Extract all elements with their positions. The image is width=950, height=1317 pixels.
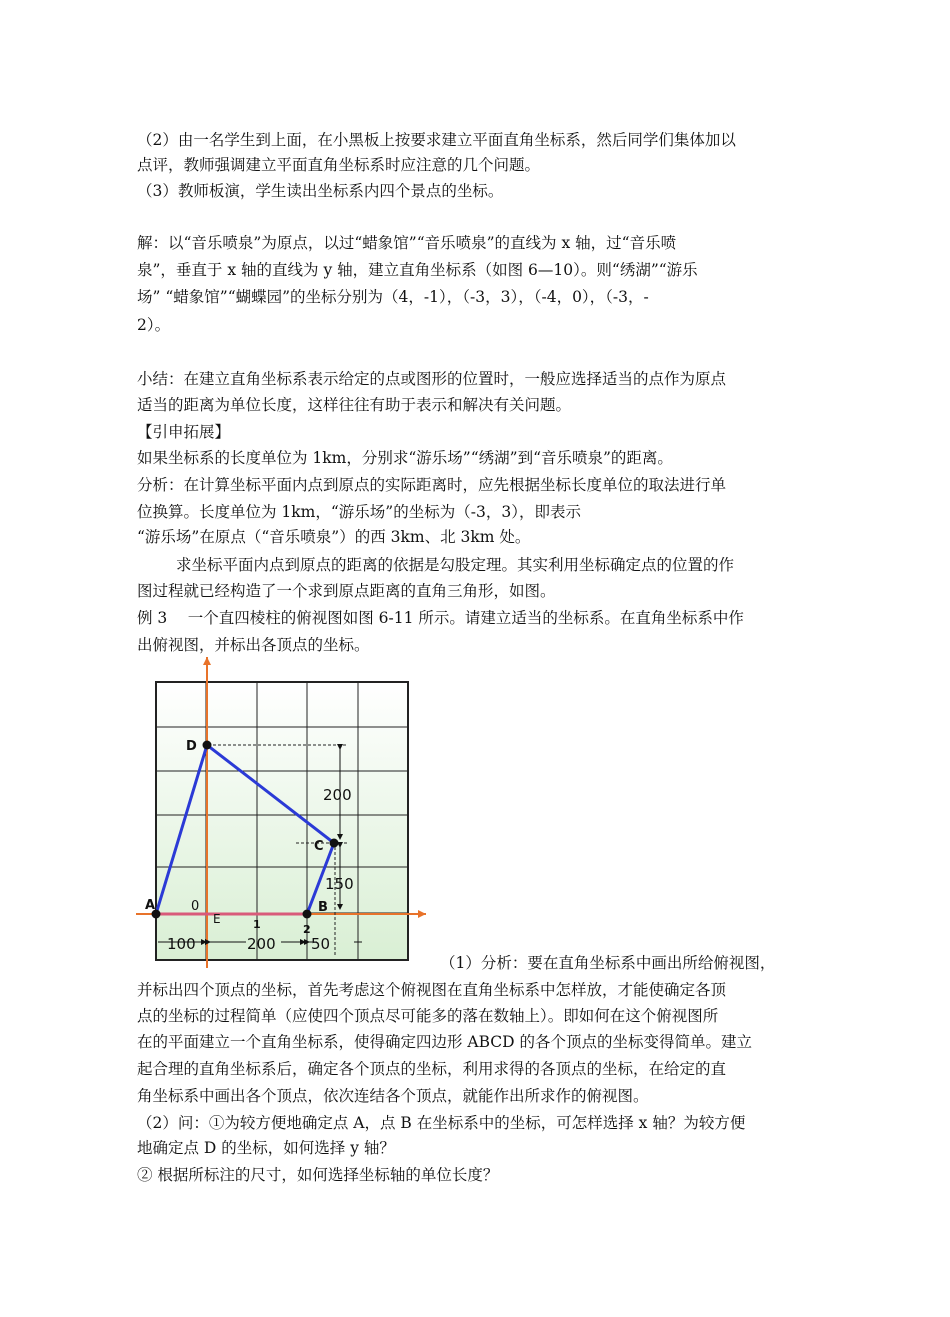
text-line-4: 解：以“音乐喷泉”为原点，以过“蜡象馆”“音乐喷泉”的直线为 x 轴，过“音乐喷: [137, 234, 677, 252]
label-b: B: [318, 900, 328, 915]
text-line-6: 场” “蜡象馆”“蝴蝶园”的坐标分别为（4，-1），（-3，3），（-4，0），（-3，-: [137, 288, 649, 306]
text-line-14: “游乐场”在原点（“音乐喷泉”）的西 3km、北 3km 处。: [137, 528, 531, 546]
text-line-16: 图过程就已经构造了一个求到原点距离的直角三角形，如图。: [137, 582, 556, 600]
dim-200-horizontal: 200: [247, 935, 276, 953]
text-line-27: ② 根据所标注的尺寸，如何选择坐标轴的单位长度？: [137, 1166, 499, 1184]
figure-6-11: [136, 657, 426, 968]
text-line-11: 如果坐标系的长度单位为 1km，分别求“游乐场”“绣湖”到“音乐喷泉”的距离。: [137, 449, 673, 467]
text-line-2: 点评，教师强调建立平面直角坐标系时应注意的几个问题。: [137, 156, 541, 174]
grid-background: [156, 682, 408, 960]
text-line-25: （2）问：①为较方便地确定点 A，点 B 在坐标系中的坐标，可怎样选择 x 轴？为较方便: [137, 1114, 746, 1132]
dim-150: 150: [325, 875, 354, 893]
label-e: E: [213, 912, 221, 926]
dim-200-vertical: 200: [323, 786, 352, 804]
label-c: C: [314, 839, 324, 854]
text-line-23: 起合理的直角坐标系后，确定各个顶点的坐标，利用求得的各顶点的坐标，在给定的直: [137, 1060, 727, 1078]
text-line-3: （3）教师板演，学生读出坐标系内四个景点的坐标。: [137, 182, 504, 200]
text-line-17: 例 3 一个直四棱柱的俯视图如图 6-11 所示。请建立适当的坐标系。在直角坐标系中作: [137, 609, 744, 627]
label-a: A: [145, 898, 156, 913]
text-line-9: 适当的距离为单位长度，这样往往有助于表示和解决有关问题。: [137, 396, 572, 414]
text-line-5: 泉”，垂直于 x 轴的直线为 y 轴，建立直角坐标系（如图 6—10）。则“绣湖”“游乐: [137, 261, 698, 279]
text-line-15: 求坐标平面内点到原点的距离的依据是勾股定理。其实利用坐标确定点的位置的作: [176, 556, 735, 574]
dim-50: 50: [311, 935, 331, 953]
text-line-21: 点的坐标的过程简单（应使四个顶点尽可能多的落在数轴上）。即如何在这个俯视图所: [137, 1007, 719, 1025]
point-c: [330, 839, 339, 848]
tick-label-1: 1: [253, 918, 261, 931]
text-line-20: 并标出四个顶点的坐标，首先考虑这个俯视图在直角坐标系中怎样放，才能使确定各顶: [137, 981, 727, 999]
section-heading: 【引申拓展】: [137, 423, 231, 441]
text-line-26: 地确定点 D 的坐标，如何选择 y 轴？: [137, 1139, 395, 1157]
text-line-22: 在的平面建立一个直角坐标系，使得确定四边形 ABCD 的各个顶点的坐标变得简单。建立: [137, 1033, 753, 1051]
text-line-13: 位换算。长度单位为 1km，“游乐场”的坐标为（-3，3），即表示: [137, 503, 581, 521]
text-line-18: 出俯视图，并标出各顶点的坐标。: [137, 636, 370, 654]
tick-label-2: 2: [303, 923, 311, 936]
text-line-24: 角坐标系中画出各个顶点，依次连结各个顶点，就能作出所求作的俯视图。: [137, 1087, 649, 1105]
text-line-1: （2）由一名学生到上面，在小黑板上按要求建立平面直角坐标系，然后同学们集体加以: [137, 131, 736, 149]
text-line-12: 分析：在计算坐标平面内点到原点的实际距离时，应先根据坐标长度单位的取法进行单: [137, 476, 727, 494]
dim-100: 100: [167, 935, 196, 953]
label-d: D: [186, 739, 197, 754]
text-line-19: （1）分析：要在直角坐标系中画出所给俯视图，: [440, 954, 776, 972]
point-d: [203, 741, 212, 750]
label-origin: 0: [191, 899, 200, 914]
point-b: [303, 910, 312, 919]
text-line-7: 2）。: [137, 316, 171, 334]
text-line-8: 小结：在建立直角坐标系表示给定的点或图形的位置时，一般应选择适当的点作为原点: [137, 370, 727, 388]
